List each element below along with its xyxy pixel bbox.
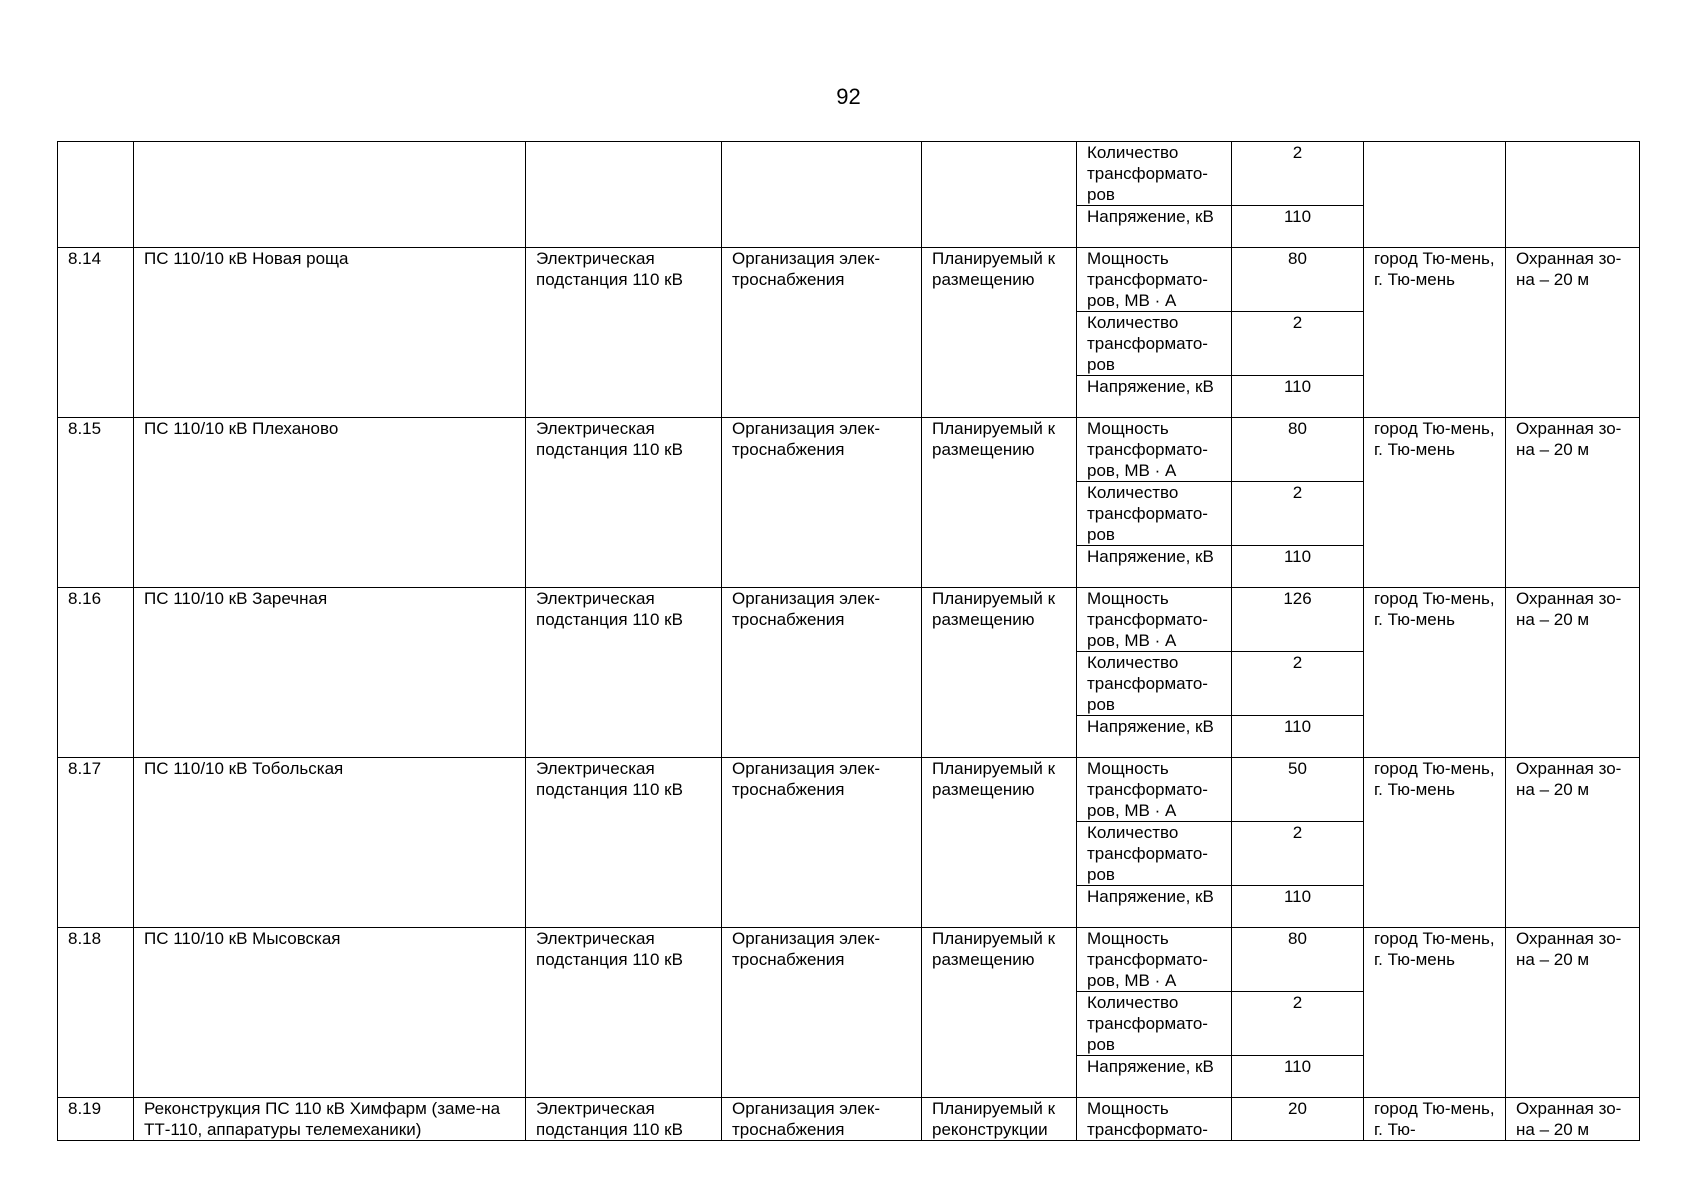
cell-purpose: Организация элек-троснабжения <box>722 418 922 588</box>
param-label: Напряжение, кВ <box>1077 206 1232 248</box>
param-value: 110 <box>1232 1056 1364 1098</box>
param-label: Количество трансформато-ров <box>1077 992 1232 1056</box>
table-row <box>58 928 1640 992</box>
cell-status <box>922 142 1077 248</box>
cell-zone: Охранная зо-на – 20 м <box>1506 588 1640 758</box>
param-label: Мощность трансформато-ров, МВ · А <box>1077 248 1232 312</box>
cell-location: город Тю-мень, г. Тю-мень <box>1364 588 1506 758</box>
param-label: Количество трансформато-ров <box>1077 142 1232 206</box>
cell-num: 8.16 <box>58 588 134 758</box>
param-label: Мощность трансформато-ров, МВ · А <box>1077 928 1232 992</box>
page-number: 92 <box>836 84 861 109</box>
param-label: Мощность трансформато- <box>1077 1098 1232 1141</box>
table-row <box>58 1098 1640 1141</box>
cell-status: Планируемый к размещению <box>922 588 1077 758</box>
cell-num: 8.18 <box>58 928 134 1098</box>
cell-name: Реконструкция ПС 110 кВ Химфарм (заме-на ТТ-110, аппаратуры телемеханики) <box>134 1098 526 1141</box>
param-value: 2 <box>1232 992 1364 1056</box>
param-label: Мощность трансформато-ров, МВ · А <box>1077 758 1232 822</box>
cell-num: 8.19 <box>58 1098 134 1141</box>
param-value: 80 <box>1232 248 1364 312</box>
param-label: Напряжение, кВ <box>1077 716 1232 758</box>
param-label: Количество трансформато-ров <box>1077 482 1232 546</box>
param-label: Напряжение, кВ <box>1077 546 1232 588</box>
param-value: 50 <box>1232 758 1364 822</box>
param-value: 2 <box>1232 482 1364 546</box>
cell-type: Электрическая подстанция 110 кВ <box>526 418 722 588</box>
param-label: Мощность трансформато-ров, МВ · А <box>1077 588 1232 652</box>
table-row <box>58 588 1640 652</box>
cell-zone <box>1506 142 1640 248</box>
cell-name: ПС 110/10 кВ Тобольская <box>134 758 526 928</box>
cell-location: город Тю-мень, г. Тю-мень <box>1364 418 1506 588</box>
param-label: Напряжение, кВ <box>1077 886 1232 928</box>
param-value: 110 <box>1232 716 1364 758</box>
cell-num <box>58 142 134 248</box>
table-row <box>58 248 1640 312</box>
cell-status: Планируемый к размещению <box>922 758 1077 928</box>
cell-name <box>134 142 526 248</box>
cell-zone: Охранная зо-на – 20 м <box>1506 1098 1640 1141</box>
cell-num: 8.14 <box>58 248 134 418</box>
cell-num: 8.17 <box>58 758 134 928</box>
cell-name: ПС 110/10 кВ Заречная <box>134 588 526 758</box>
cell-zone: Охранная зо-на – 20 м <box>1506 248 1640 418</box>
param-value: 80 <box>1232 418 1364 482</box>
cell-type: Электрическая подстанция 110 кВ <box>526 1098 722 1141</box>
param-value: 2 <box>1232 652 1364 716</box>
param-value: 80 <box>1232 928 1364 992</box>
param-value: 110 <box>1232 546 1364 588</box>
cell-type: Электрическая подстанция 110 кВ <box>526 248 722 418</box>
cell-name: ПС 110/10 кВ Плеханово <box>134 418 526 588</box>
param-label: Количество трансформато-ров <box>1077 312 1232 376</box>
cell-purpose: Организация элек-троснабжения <box>722 248 922 418</box>
param-label: Напряжение, кВ <box>1077 376 1232 418</box>
param-value: 2 <box>1232 142 1364 206</box>
table-row <box>58 418 1640 482</box>
cell-zone: Охранная зо-на – 20 м <box>1506 758 1640 928</box>
cell-name: ПС 110/10 кВ Мысовская <box>134 928 526 1098</box>
cell-status: Планируемый к размещению <box>922 928 1077 1098</box>
param-label: Количество трансформато-ров <box>1077 822 1232 886</box>
cell-location: город Тю-мень, г. Тю-мень <box>1364 758 1506 928</box>
cell-type <box>526 142 722 248</box>
cell-purpose: Организация элек-троснабжения <box>722 758 922 928</box>
cell-zone: Охранная зо-на – 20 м <box>1506 928 1640 1098</box>
param-value: 110 <box>1232 376 1364 418</box>
cell-purpose: Организация элек-троснабжения <box>722 928 922 1098</box>
cell-location: город Тю-мень, г. Тю-мень <box>1364 248 1506 418</box>
param-label: Напряжение, кВ <box>1077 1056 1232 1098</box>
cell-purpose: Организация элек-троснабжения <box>722 588 922 758</box>
cell-location <box>1364 142 1506 248</box>
param-value: 2 <box>1232 312 1364 376</box>
cell-num: 8.15 <box>58 418 134 588</box>
cell-name: ПС 110/10 кВ Новая роща <box>134 248 526 418</box>
cell-purpose: Организация элек-троснабжения <box>722 1098 922 1141</box>
param-value: 110 <box>1232 206 1364 248</box>
cell-type: Электрическая подстанция 110 кВ <box>526 588 722 758</box>
cell-status: Планируемый к реконструкции <box>922 1098 1077 1141</box>
objects-table <box>57 141 1640 1141</box>
carry-over-row <box>58 142 1640 206</box>
param-value: 2 <box>1232 822 1364 886</box>
param-value: 110 <box>1232 886 1364 928</box>
cell-status: Планируемый к размещению <box>922 418 1077 588</box>
cell-type: Электрическая подстанция 110 кВ <box>526 928 722 1098</box>
cell-type: Электрическая подстанция 110 кВ <box>526 758 722 928</box>
param-value: 20 <box>1232 1098 1364 1141</box>
cell-location: город Тю-мень, г. Тю- <box>1364 1098 1506 1141</box>
table-row <box>58 758 1640 822</box>
cell-status: Планируемый к размещению <box>922 248 1077 418</box>
param-value: 126 <box>1232 588 1364 652</box>
cell-location: город Тю-мень, г. Тю-мень <box>1364 928 1506 1098</box>
param-label: Мощность трансформато-ров, МВ · А <box>1077 418 1232 482</box>
cell-zone: Охранная зо-на – 20 м <box>1506 418 1640 588</box>
param-label: Количество трансформато-ров <box>1077 652 1232 716</box>
cell-purpose <box>722 142 922 248</box>
